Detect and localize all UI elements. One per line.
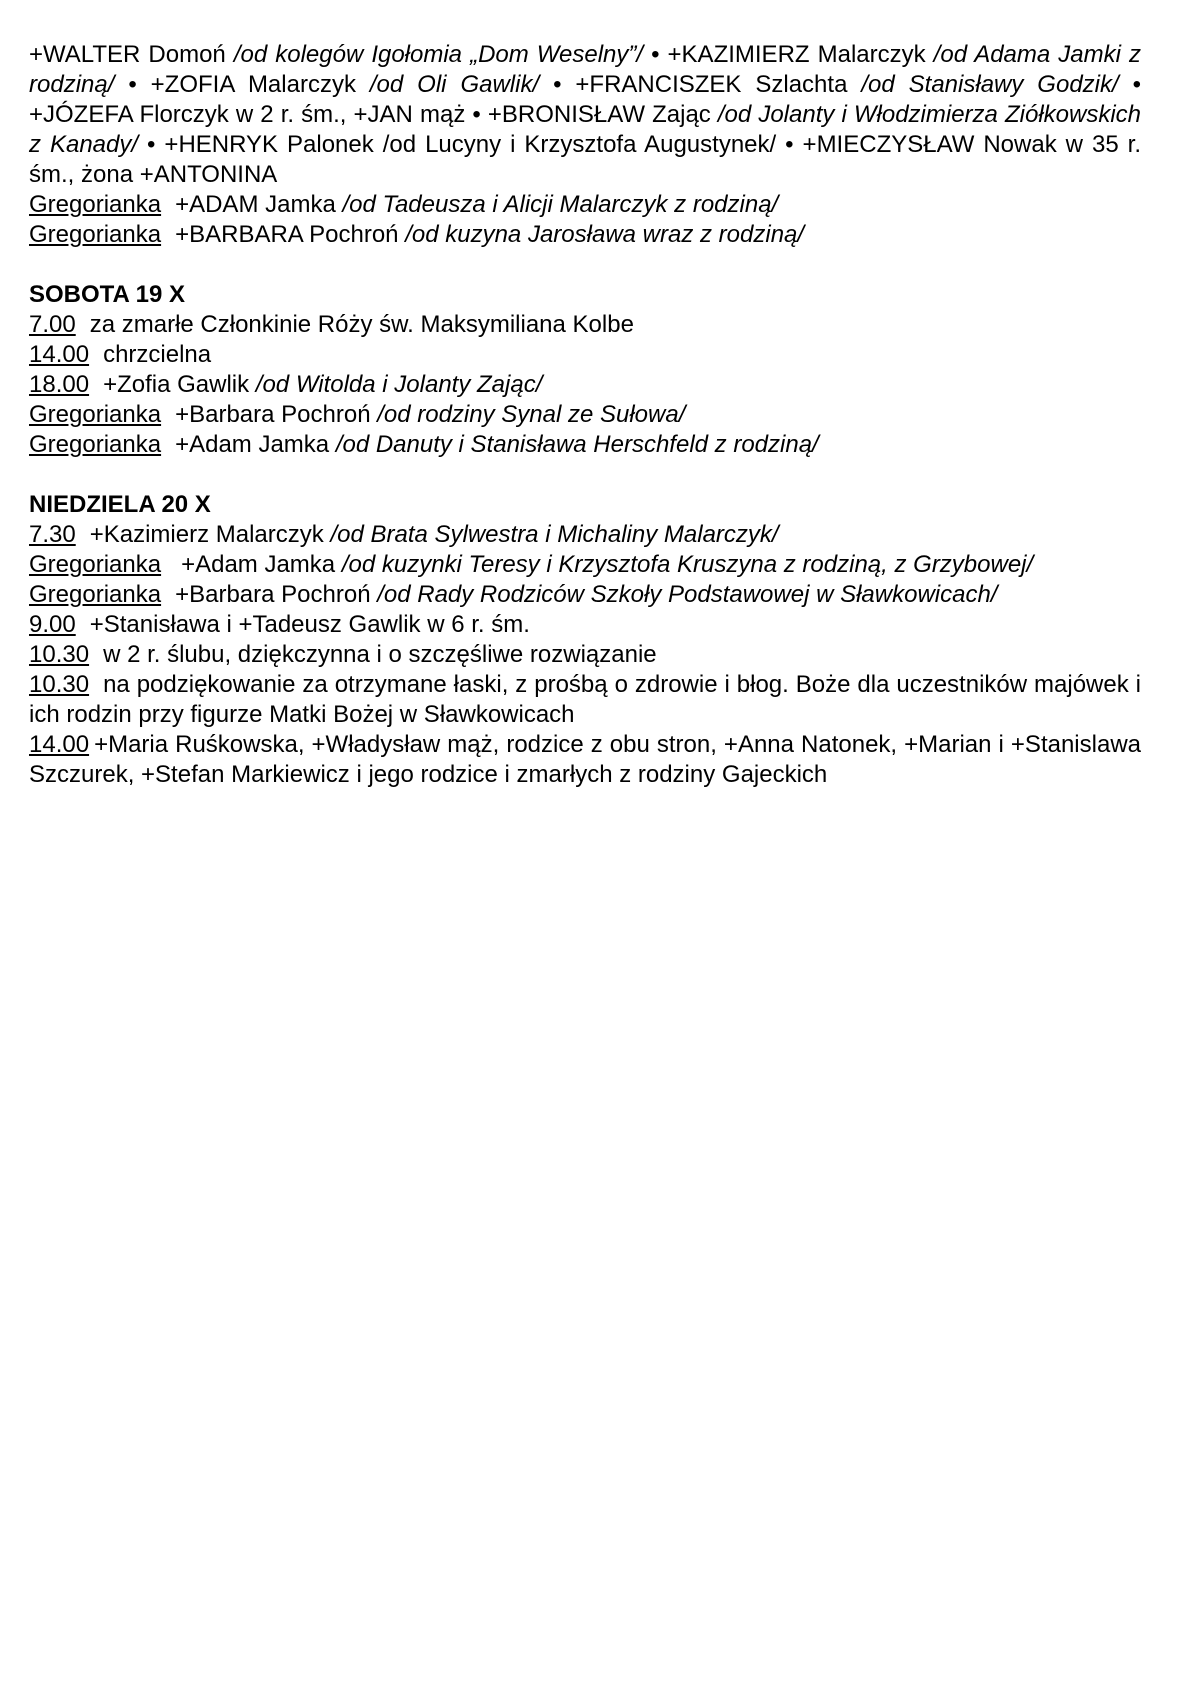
gregorianka-entry: [29, 430, 1141, 460]
spacer: [29, 250, 1141, 280]
entry-text: +Adam Jamka: [175, 431, 336, 458]
intention-donor: /od Adama Jamki z rodziną/: [29, 41, 1141, 98]
entry-text: +Barbara Pochroń: [175, 581, 378, 608]
mass-time: 9.00: [29, 611, 76, 638]
mass-time: 10.30: [29, 671, 90, 698]
mass-entry: [29, 730, 1141, 790]
intention-donor: /od kolegów Igołomia „Dom Weselny”/: [233, 41, 644, 68]
mass-time: 7.30: [29, 521, 76, 548]
mass-entry: [29, 670, 1141, 730]
entry-text: na podziękowanie za otrzymane łaski, z prośbą o zdrowie i błog. Boże dla uczestników majówek i ich rodzin przy figurze Matki Bożej w Sławkowicach: [29, 671, 1141, 728]
mass-time: 18.00: [29, 371, 90, 398]
entry-text: chrzcielna: [103, 341, 212, 368]
entry-text: za zmarłe Członkinie Róży św. Maksymiliana Kolbe: [89, 311, 634, 338]
day-heading-saturday: SOBOTA 19 X: [29, 281, 186, 308]
mass-entry: [29, 340, 1141, 370]
gregorianka-entry: [29, 400, 1141, 430]
intention-text: • +HENRYK Palonek /od Lucyny i Krzysztofa Augustynek/ • +MIECZYSŁAW Nowak w 35 r. śm., żona +ANTONINA: [29, 131, 1142, 188]
entry-text: w 2 r. ślubu, dziękczynna i o szczęśliwe rozwiązanie: [103, 641, 657, 668]
entry-text: +Barbara Pochroń: [175, 401, 378, 428]
mass-entry: [29, 310, 1141, 340]
gregorianka-label: Gregorianka: [29, 401, 162, 428]
gregorianka-entry: [29, 220, 1141, 250]
gregorianka-label: Gregorianka: [29, 551, 162, 578]
entry-text: +Kazimierz Malarczyk: [89, 521, 331, 548]
entry-donor: /od Danuty i Stanisława Herschfeld z rodziną/: [335, 431, 819, 458]
gregorianka-label: Gregorianka: [29, 581, 162, 608]
entry-donor: /od Rady Rodziców Szkoły Podstawowej w Sławkowicach/: [377, 581, 998, 608]
intention-text: +WALTER Domoń: [29, 41, 234, 68]
entry-text: +BARBARA Pochroń: [175, 221, 406, 248]
entry-text: +Adam Jamka: [181, 551, 342, 578]
gregorianka-label: Gregorianka: [29, 431, 162, 458]
gregorianka-entry: [29, 550, 1141, 580]
entry-donor: /od Brata Sylwestra i Michaliny Malarczyk/: [330, 521, 779, 548]
intention-text: • +KAZIMIERZ Malarczyk: [643, 41, 934, 68]
mass-time: 10.30: [29, 641, 90, 668]
entry-donor: /od Tadeusza i Alicji Malarczyk z rodziną/: [342, 191, 779, 218]
intention-text: • +ZOFIA Malarczyk: [114, 71, 370, 98]
intentions-paragraph: [29, 40, 1141, 190]
gregorianka-entry: [29, 580, 1141, 610]
spacer: [29, 460, 1141, 490]
mass-time: 14.00: [29, 341, 90, 368]
entry-donor: /od kuzynki Teresy i Krzysztofa Kruszyna z rodziną, z Grzybowej/: [341, 551, 1034, 578]
entry-text: +ADAM Jamka: [175, 191, 343, 218]
intention-donor: /od Jolanty i Włodzimierza Ziółkowskich z Kanady/: [29, 101, 1142, 158]
mass-time: 7.00: [29, 311, 76, 338]
entry-text: +Maria Ruśkowska, +Władysław mąż, rodzice z obu stron, +Anna Natonek, +Marian i +Stanislawa Szczurek, +Stefan Markiewicz i jego rodzice i zmarłych z rodziny Gajeckich: [29, 731, 1141, 788]
mass-entry: [29, 610, 1141, 640]
entry-donor: /od Witolda i Jolanty Zając/: [255, 371, 543, 398]
mass-entry: [29, 520, 1141, 550]
intention-donor: /od Stanisławy Godzik/: [861, 71, 1119, 98]
entry-donor: /od kuzyna Jarosława wraz z rodziną/: [405, 221, 805, 248]
day-heading-sunday: NIEDZIELA 20 X: [29, 491, 211, 518]
mass-entry: [29, 640, 1141, 670]
entry-text: +Zofia Gawlik: [103, 371, 256, 398]
gregorianka-label: Gregorianka: [29, 191, 162, 218]
gregorianka-entry: [29, 190, 1141, 220]
intention-text: • +JÓZEFA Florczyk w 2 r. śm., +JAN mąż • +BRONISŁAW Zając: [29, 71, 1142, 128]
mass-entry: [29, 370, 1141, 400]
intention-text: • +FRANCISZEK Szlachta: [539, 71, 862, 98]
gregorianka-label: Gregorianka: [29, 221, 162, 248]
entry-donor: /od rodziny Synal ze Sułowa/: [377, 401, 686, 428]
mass-time: 14.00: [29, 731, 90, 758]
intention-donor: /od Oli Gawlik/: [369, 71, 540, 98]
entry-text: +Stanisława i +Tadeusz Gawlik w 6 r. śm.: [89, 611, 530, 638]
